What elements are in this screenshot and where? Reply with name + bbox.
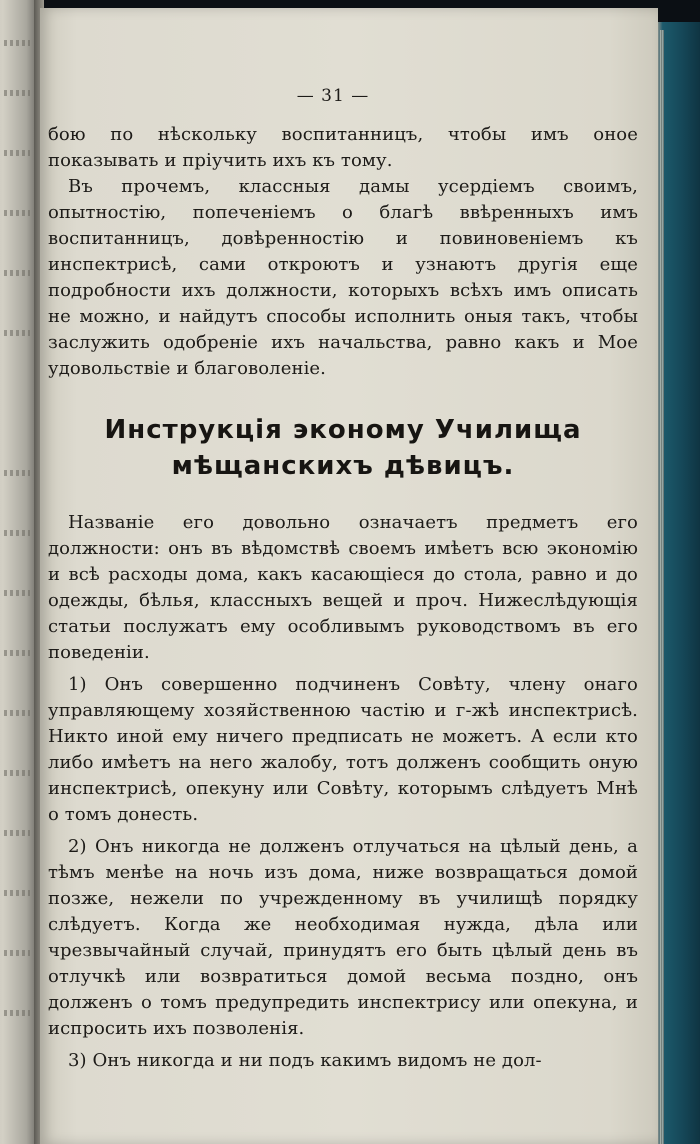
body-paragraph-item-3: 3) Онъ никогда и ни подъ какимъ видомъ не дол- (68, 1050, 542, 1071)
intro-paragraph: Въ прочемъ, классныя дамы усердіемъ своимъ, опытностію, попеченіемъ о благѣ ввѣренныхъ имъ воспитанницъ, довѣренностію и повиновеніемъ къ инспектрисѣ, сами откроютъ и узнаютъ другія еще подробности ихъ должности, которыхъ всѣхъ имъ описать не можно, и найдутъ способы исполнить оныя такъ, чтобы заслужить одобреніе ихъ начальства, равно какъ и Мое удовольствіе и благоволеніе. (48, 176, 638, 379)
page-block-edge (660, 30, 664, 1144)
section-heading (48, 412, 638, 484)
facing-page-edge (0, 0, 38, 1144)
section-heading-line-2: мѣщанскихъ дѣвицъ. (171, 451, 515, 481)
body-paragraph-item-1: 1) Онъ совершенно подчиненъ Совѣту, члену онаго управляющему хозяйственною частію и г-жѣ инспектрисѣ. Никто иной ему ничего предписать не можетъ. А если кто либо имѣетъ на него жалобу, тотъ долженъ сообщить оную инспектрисѣ, опекуну или Совѣту, которымъ слѣдуетъ Мнѣ о томъ донесть. (48, 674, 638, 825)
section-heading-line-1: Инструкція эконому Училища (104, 415, 582, 445)
body-paragraph-item-2: 2) Онъ никогда не долженъ отлучаться на цѣлый день, а тѣмъ менѣе на ночь изъ дома, ниже возвращаться домой позже, нежели по учрежденному въ училищѣ порядку слѣдуетъ. Когда же необходимая нужда, дѣла или чрезвычайный случай, принудятъ его быть цѣлый день въ отлучкѣ или возвратиться домой весьма поздно, онъ долженъ о томъ предупредить инспектрису или опекуна, и испросить ихъ позволенія. (48, 836, 638, 1039)
body-paragraph-intro: Названіе его довольно означаетъ предметъ его должности: онъ въ вѣдомствѣ своемъ имѣетъ всю экономію и всѣ расходы дома, какъ касающіеся до стола, равно и до одежды, бѣлья, классныхъ вещей и проч. Нижеслѣдующія статьи послужатъ ему особливымъ руководствомъ въ его поведеніи. (48, 512, 638, 663)
page-content (48, 86, 638, 1074)
page-number: — 31 — (296, 86, 370, 106)
intro-paragraph-continuation: бою по нѣскольку воспитанницъ, чтобы имъ оное показывать и пріучить ихъ къ тому. (48, 124, 638, 171)
